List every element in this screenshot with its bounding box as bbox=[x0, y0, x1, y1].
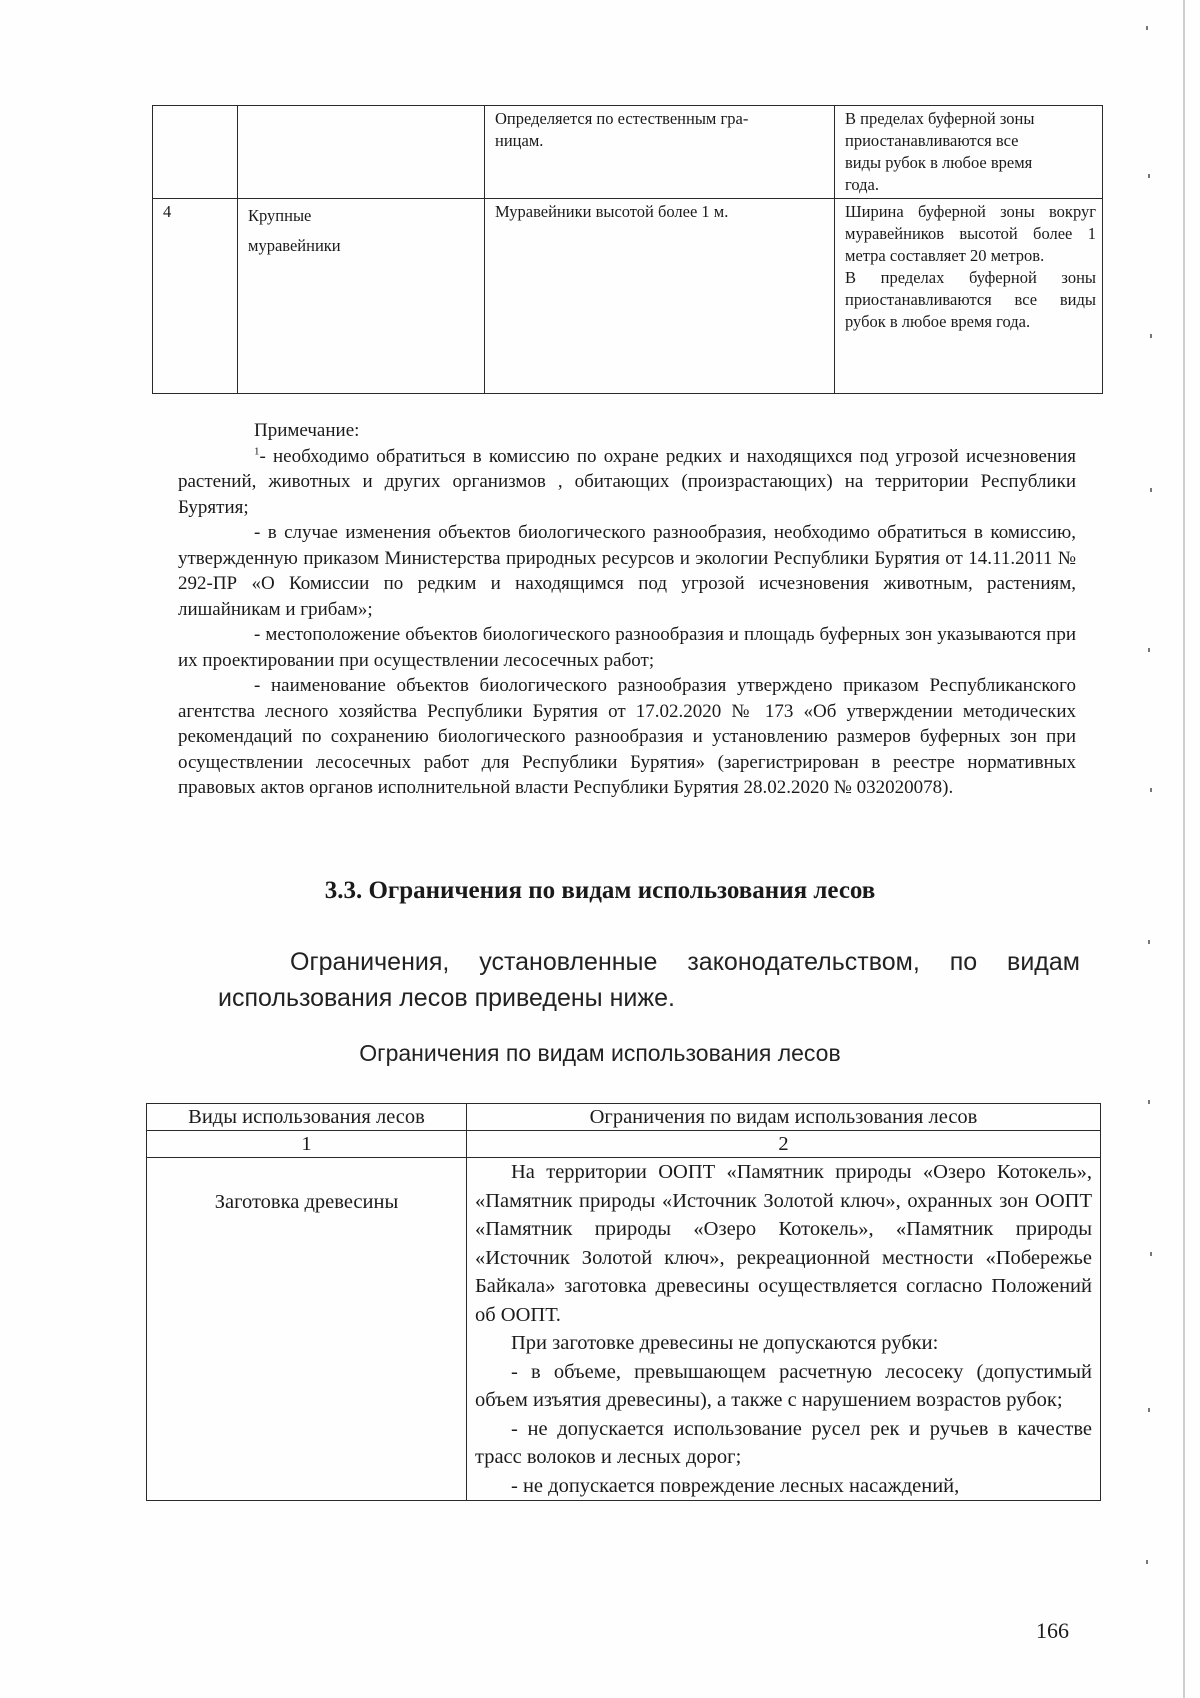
criterion-cell: Муравейники высотой более 1 м. bbox=[485, 199, 835, 394]
table-row bbox=[153, 106, 1103, 199]
scan-speck bbox=[1150, 788, 1152, 792]
criterion-cell: Определяется по естественным гра- ницам. bbox=[485, 106, 835, 199]
scan-speck bbox=[1150, 1252, 1152, 1256]
scan-speck bbox=[1148, 940, 1150, 944]
restrictions-cell: На территории ООПТ «Памятник природы «Озеро Котокель», «Памятник природы «Источник Золотой ключ», охранных зон ООПТ «Памятник природы «Озеро Котокель», «Памятник природы «Источник Золотой ключ», рекреационной местности «Побережье Байкала» заготовка древесины осуществляется согласно Положений об ООПТ. При заготовке древесины не допускаются рубки: - в объеме, превышающем расчетную лесосеку (допустимый объем изъятия древесины), а также с нарушением возрастов рубок; - не допускается использование русел рек и ручьев в качестве трасс волоков и лесных дорог; - не допускается повреждение лесных насаждений, bbox=[467, 1158, 1101, 1501]
restriction-cell: Ширина буферной зоны вокруг муравейников высотой более 1 метра составляет 20 метров. В пределах буферной зоны приостанавливаются все виды рубок в любое время года. bbox=[835, 199, 1103, 394]
table-number-row bbox=[147, 1131, 1101, 1158]
table-caption: Ограничения по видам использования лесов bbox=[359, 1040, 841, 1066]
object-name-cell: Крупные муравейники bbox=[238, 199, 485, 394]
scan-speck bbox=[1150, 334, 1152, 338]
row-number-cell: 4 bbox=[153, 199, 238, 394]
note-block bbox=[178, 418, 1076, 801]
table-row bbox=[147, 1158, 1101, 1501]
column-number: 1 bbox=[147, 1131, 467, 1158]
note-paragraph: $^1$- необходимо обратиться в комиссию по охране редких и находящихся под угрозой исчезновения растений, животных и других организмов , обитающих (произрастающих) на территории Республики Бурятия; bbox=[178, 445, 1076, 518]
section-heading: 3.3. Ограничения по видам использования лесов bbox=[324, 877, 876, 904]
table-row bbox=[153, 199, 1103, 394]
table-header-row bbox=[147, 1104, 1101, 1131]
scan-edge-line bbox=[1183, 0, 1185, 1698]
scan-speck bbox=[1146, 1560, 1148, 1564]
forest-use-restrictions-table bbox=[146, 1103, 1101, 1501]
scan-speck bbox=[1148, 174, 1150, 178]
use-type-cell: Заготовка древесины bbox=[147, 1158, 467, 1501]
scan-speck bbox=[1148, 1408, 1150, 1412]
note-paragraph: - наименование объектов биологического разнообразия утверждено приказом Республиканского агентства лесного хозяйства Республики Бурятия от 17.02.2020 № 173 «Об утверждении методических рекомендаций по сохранению биологического разнообразия и установлению размеров буферных зон при осуществлении лесосечных работ для Республики Бурятия» (зарегистрирован в реестре нормативных правовых актов органов исполнительной власти Республики Бурятия 28.02.2020 № 032020078). bbox=[178, 675, 1076, 798]
column-header: Ограничения по видам использования лесов bbox=[467, 1104, 1101, 1131]
scan-speck bbox=[1146, 26, 1148, 30]
biodiversity-objects-table bbox=[152, 105, 1103, 394]
column-header: Виды использования лесов bbox=[147, 1104, 467, 1131]
row-number-cell bbox=[153, 106, 238, 199]
restriction-cell: В пределах буферной зоны приостанавливаются все виды рубок в любое время года. bbox=[835, 106, 1103, 199]
note-title: Примечание: bbox=[254, 420, 360, 441]
note-paragraph: - в случае изменения объектов биологического разнообразия, необходимо обратиться в комиссию, утвержденную приказом Министерства природных ресурсов и экологии Республики Бурятия от 14.11.2011 № 292-ПР «О Комиссии по редким и находящимся под угрозой исчезновения животным, растениям, лишайникам и грибам»; bbox=[178, 522, 1076, 620]
scan-speck bbox=[1150, 488, 1152, 492]
object-name-cell bbox=[238, 106, 485, 199]
column-number: 2 bbox=[467, 1131, 1101, 1158]
scan-speck bbox=[1148, 1100, 1150, 1104]
note-paragraph: - местоположение объектов биологического разнообразия и площадь буферных зон указываются при их проектировании при осуществлении лесосечных работ; bbox=[178, 624, 1076, 671]
section-intro: Ограничения, установленные законодательством, по видам использования лесов приведены ниже. bbox=[218, 948, 1080, 1012]
scan-speck bbox=[1148, 648, 1150, 652]
footnote-mark: 1 bbox=[254, 445, 260, 458]
page-number: 166 bbox=[1036, 1618, 1069, 1643]
